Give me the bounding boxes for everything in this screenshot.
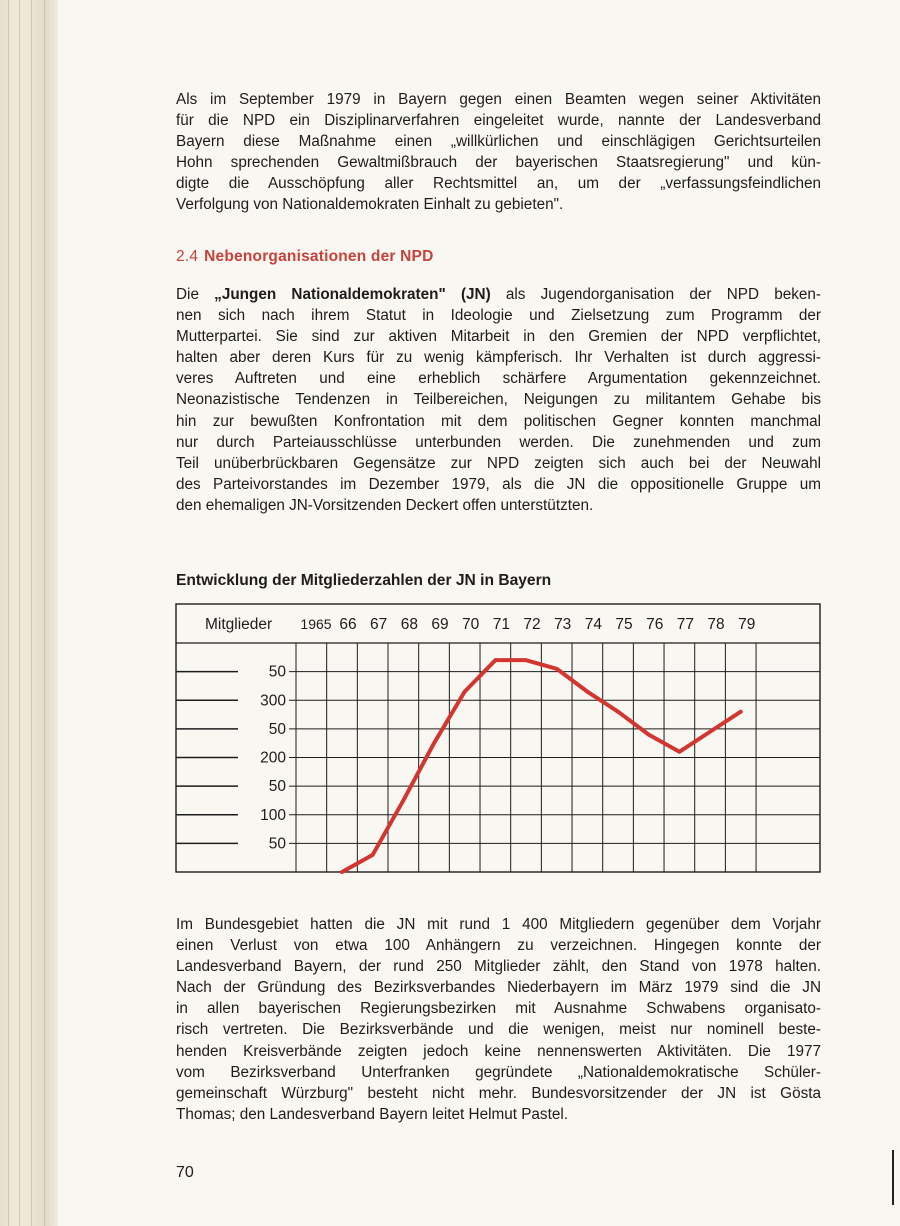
x-tick-label: 71 <box>492 616 510 633</box>
y-tick-label: 50 <box>268 720 286 738</box>
text-line: des Parteivorstandes im Dezember 1979, als die JN die oppositionelle Gruppe um <box>176 475 821 493</box>
book-spine-edge <box>0 0 58 1226</box>
chart-title: Entwicklung der Mitgliederzahlen der JN in Bayern <box>176 572 552 589</box>
text-line: Thomas; den Landesverband Bayern leitet Helmut Pastel. <box>176 1105 568 1123</box>
page-number: 70 <box>176 1164 194 1181</box>
paragraph-jn <box>176 284 821 516</box>
y-tick-label: 50 <box>268 835 286 853</box>
text-line: Neonazistische Tendenzen in Teilbereichen, Neigungen zu militantem Gehabe bis <box>176 391 821 409</box>
text-line: halten aber deren Kurs für zu wenig kämpferisch. Ihr Verhalten ist durch aggressi- <box>176 349 821 367</box>
text-line: hin zur bewußten Konfrontation mit dem politischen Gegner konnten manchmal <box>176 412 821 430</box>
x-tick-label: 79 <box>738 616 756 633</box>
text-line: nur durch Parteiausschlüsse unterbunden werden. Die zunehmenden und zum <box>176 433 821 451</box>
x-tick-label: 74 <box>584 616 602 633</box>
text-line: vom Bezirksverband Unterfranken gegründete „Nationaldemokratische Schüler- <box>176 1063 821 1081</box>
text-line: Nach der Gründung des Bezirksverbandes Niederbayern im März 1979 sind die JN <box>176 979 821 997</box>
x-tick-label: 75 <box>615 616 633 633</box>
text-line: einen Verlust von etwa 100 Anhängern zu verzeichnen. Hingegen konnte der <box>176 937 821 955</box>
x-tick-label: 78 <box>707 616 725 633</box>
text-line: risch vertreten. Die Bezirksverbände und die wenigen, meist nur nominell beste- <box>176 1021 821 1039</box>
text-line: den ehemaligen JN-Vorsitzenden Deckert offen unterstützten. <box>176 496 594 514</box>
x-tick-label: 77 <box>676 616 694 633</box>
paragraph-bayern <box>176 914 821 1125</box>
y-tick-label: 50 <box>268 778 286 796</box>
text-line: für die NPD ein Disziplinarverfahren eingeleitet wurde, nannte der Landesverband <box>176 112 821 130</box>
text-line: Landesverband Bayern, der rund 250 Mitglieder zählt, den Stand von 1978 halten. <box>176 958 821 976</box>
text-line: Verfolgung von Nationaldemokraten Einhalt zu gebieten". <box>176 196 564 214</box>
x-tick-label: 69 <box>431 616 449 633</box>
y-tick-label: 300 <box>260 692 286 710</box>
text-line: nen sich nach ihrem Statut in Ideologie und Zielsetzung zum Programm der <box>176 307 821 325</box>
section-title: Nebenorganisationen der NPD <box>204 248 434 265</box>
text-line: henden Kreisverbände zeigten jedoch keine nennenswerten Aktivitäten. Die 1977 <box>176 1042 821 1060</box>
x-tick-label: 68 <box>400 616 418 633</box>
text-line <box>176 284 821 305</box>
x-tick-label: 67 <box>370 616 388 633</box>
page-edge-mark <box>892 1150 894 1205</box>
text-line: Als im September 1979 in Bayern gegen einen Beamten wegen seiner Aktivitäten <box>176 91 821 108</box>
section-number: 2.4 <box>176 248 199 265</box>
x-tick-label: 70 <box>462 616 480 633</box>
lead-start: Die <box>176 286 215 303</box>
text-line: Bayern diese Maßnahme einen „willkürlichen und einschlägigen Gerichtsurteilen <box>176 133 821 151</box>
x-tick-label: 72 <box>523 616 541 633</box>
y-tick-label: 200 <box>260 749 286 767</box>
y-tick-label: 50 <box>268 663 286 681</box>
section-heading <box>176 248 433 266</box>
text-line: Mutterpartei. Sie sind zur aktiven Mitarbeit in den Gremien der NPD verpflichtet, <box>176 328 821 346</box>
paragraph-intro <box>176 89 821 216</box>
lead-bold: „Jungen Nationaldemokraten" (JN) <box>214 286 491 303</box>
x-tick-label: 76 <box>646 616 664 633</box>
text-line: gemeinschaft Würzburg" besteht nicht mehr. Bundesvorsitzender der JN ist Gösta <box>176 1084 821 1102</box>
text-line: Teil unüberbrückbaren Gegensätze zur NPD zeigten sich auch bei der Neuwahl <box>176 454 821 472</box>
x-tick-label: 73 <box>554 616 572 633</box>
header-label: Mitglieder <box>205 616 273 633</box>
x-tick-label: 1965 <box>300 616 332 632</box>
text-line: veres Auftreten und eine erheblich schärfere Argumentation gekennzeichnet. <box>176 370 821 388</box>
text-line: digte die Ausschöpfung aller Rechtsmittel an, um der „verfassungsfeindlichen <box>176 175 821 193</box>
y-tick-label: 100 <box>260 806 286 824</box>
text-line: Hohn sprechenden Gewaltmißbrauch der bayerischen Staatsregierung" und kün- <box>176 154 821 172</box>
text-line: Im Bundesgebiet hatten die JN mit rund 1 400 Mitgliedern gegenüber dem Vorjahr <box>176 916 821 933</box>
text-line: in allen bayerischen Regierungsbezirken mit Ausnahme Schwabens organisato- <box>176 1000 821 1018</box>
lead-end: als Jugendorganisation der NPD beken- <box>490 286 822 303</box>
x-tick-label: 66 <box>339 616 357 633</box>
